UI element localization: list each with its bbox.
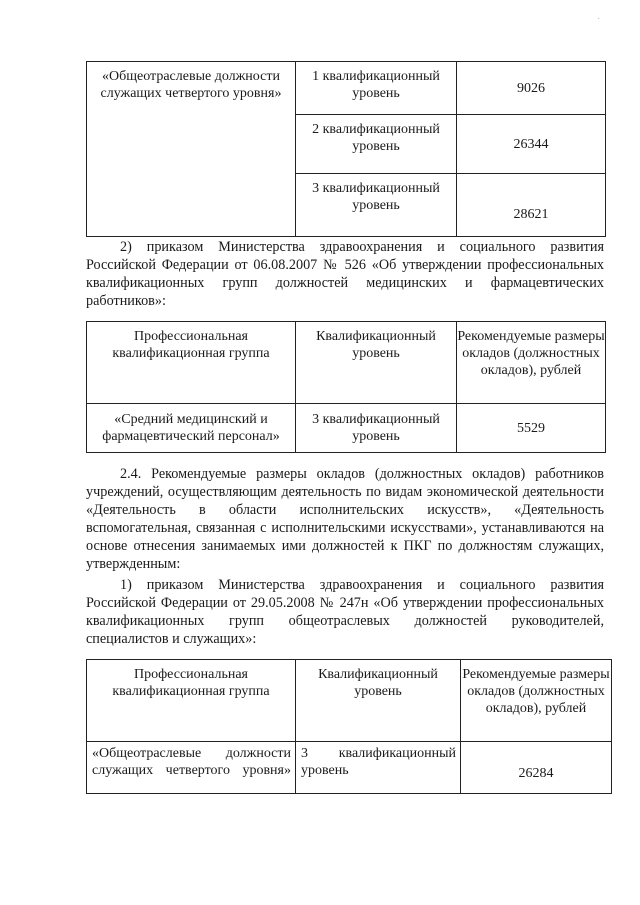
level-cell: 2 квалификационный уровень — [296, 115, 457, 174]
level-cell: 3 квалификационный уровень — [296, 404, 457, 453]
salary-cell: 5529 — [457, 404, 606, 453]
scan-mark: · — [597, 14, 601, 25]
paragraph-order-526: 2) приказом Министерства здравоохранения и социального развития Российской Федерации от 06.08.2007 № 526 «Об утверждении профессиональных квалификационных групп должностей медицинских и фармацевтических работников»: — [86, 239, 604, 309]
salary-table-2 — [86, 321, 606, 453]
level-cell: 3 квалификационный уровень — [296, 742, 461, 794]
salary-cell: 9026 — [457, 62, 606, 115]
level-cell: 3 квалификационный уровень — [296, 174, 457, 237]
group-cell: «Общеотраслевые должности служащих четвертого уровня» — [87, 62, 296, 237]
salary-cell: 26344 — [457, 115, 606, 174]
header-group: Профессиональная квалификационная группа — [87, 660, 296, 742]
header-group: Профессиональная квалификационная группа — [87, 322, 296, 404]
paragraph-order-247n: 1) приказом Министерства здравоохранения и социального развития Российской Федерации от 29.05.2008 № 247н «Об утверждении профессиональных квалификационных групп общеотраслевых должностей руководителей, специалистов и служащих»: — [86, 577, 604, 647]
header-salary: Рекомендуемые размеры окладов (должностных окладов), рублей — [457, 322, 606, 404]
salary-table-1 — [86, 61, 606, 237]
salary-table-3 — [86, 659, 612, 794]
salary-cell: 28621 — [457, 174, 606, 237]
group-cell: «Средний медицинский и фармацевтический персонал» — [87, 404, 296, 453]
header-level: Квалификационный уровень — [296, 322, 457, 404]
paragraph-2-4: 2.4. Рекомендуемые размеры окладов (должностных окладов) работников учреждений, осуществляющим деятельность по видам экономической деятельности «Деятельность в области исполнительских искусств», «Деятельность вспомогательная, связанная с исполнительскими искусствами», устанавливаются на основе отнесения занимаемых ими должностей к ПКГ по должностям служащих, утвержденным: — [86, 466, 604, 572]
header-salary: Рекомендуемые размеры окладов (должностных окладов), рублей — [461, 660, 612, 742]
salary-cell: 26284 — [461, 742, 612, 794]
group-cell: «Общеотраслевые должности служащих четвертого уровня» — [87, 742, 296, 794]
header-level: Квалификационный уровень — [296, 660, 461, 742]
level-cell: 1 квалификационный уровень — [296, 62, 457, 115]
